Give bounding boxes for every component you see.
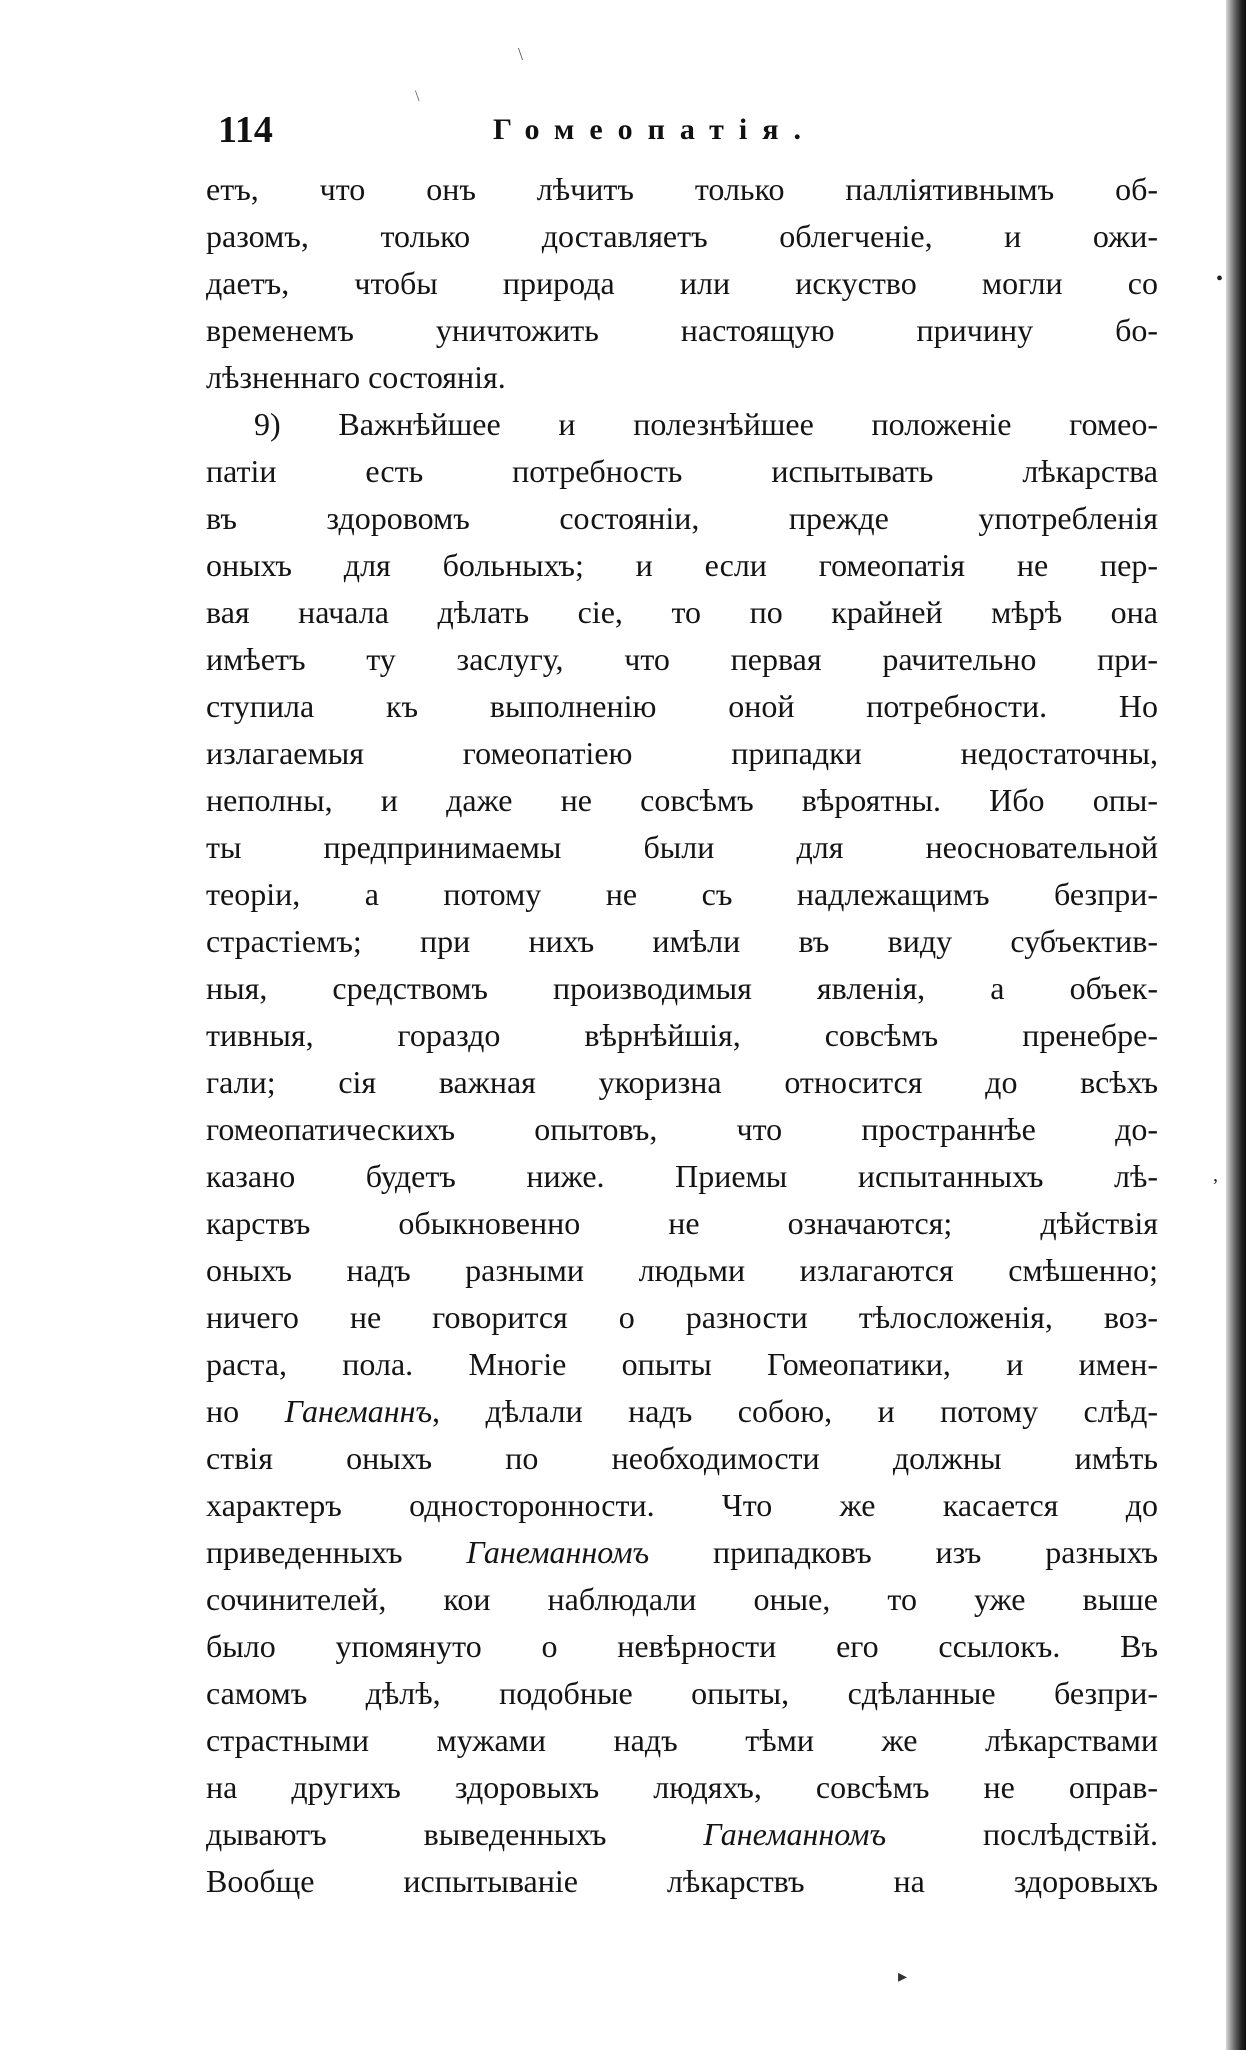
text-line: лѣзненнаго состоянія. [206,359,506,395]
text-line: было упомянуто о невѣрности его ссылокъ. Въ [206,1628,1158,1664]
page-number: 114 [218,109,273,151]
text-line: страстными мужами надъ тѣми же лѣкарствами [206,1722,1158,1758]
text-line: ничего не говорится о разности тѣлосложенія, воз- [206,1299,1158,1335]
text-line: ствія оныхъ по необходимости должны имѣть [206,1440,1158,1476]
person-name: Ганеманнъ [284,1393,433,1429]
text-line: на другихъ здоровыхъ людяхъ, совсѣмъ не оправ- [206,1769,1158,1805]
text-line: оныхъ надъ разными людьми излагаются смѣшенно; [206,1252,1158,1288]
text-fragment: послѣдствій. [886,1816,1158,1852]
text-line: карствъ обыкновенно не означаются; дѣйствія [206,1205,1158,1241]
text-fragment: приведенныхъ [206,1534,467,1570]
ink-speck: \ [415,88,420,105]
text-line [206,1811,1158,1858]
text-fragment: , дѣлали надъ собою, и потому слѣд- [432,1393,1158,1429]
text-fragment: припадковъ изъ разныхъ [649,1534,1158,1570]
text-line: теоріи, а потому не съ надлежащимъ безпри- [206,876,1158,912]
text-line: гомеопатическихъ опытовъ, что пространнѣе до- [206,1111,1158,1147]
text-line: раста, пола. Многіе опыты Гомеопатики, и имен- [206,1346,1158,1382]
text-line: даетъ, чтобы природа или искуство могли со [206,265,1158,301]
person-name: Ганеманномъ [466,1534,650,1570]
ink-speck: • [1216,268,1224,290]
text-line: тивныя, гораздо вѣрнѣйшія, совсѣмъ пренебре- [206,1017,1158,1053]
text-line: характеръ односторонности. Что же касается до [206,1487,1158,1523]
person-name: Ганеманномъ [703,1816,887,1852]
text-line: гали; сія важная укоризна относится до всѣхъ [206,1064,1158,1100]
body-text [206,166,1158,1905]
running-title: Гомеопатія. [493,113,816,146]
page-edge-shadow [1226,0,1246,2050]
text-line: патіи есть потребность испытывать лѣкарства [206,453,1158,489]
text-line [206,1529,1158,1576]
text-line: вая начала дѣлать сіе, то по крайней мѣрѣ она [206,594,1158,630]
text-line: сочинителей, кои наблюдали оные, то уже выше [206,1581,1158,1617]
text-line: оныхъ для больныхъ; и если гомеопатія не пер- [206,547,1158,583]
text-line: ступила къ выполненію оной потребности. Но [206,688,1158,724]
text-line: самомъ дѣлѣ, подобные опыты, сдѣланные безпри- [206,1675,1158,1711]
text-line: въ здоровомъ состояніи, прежде употребленія [206,500,1158,536]
running-header [218,104,1148,156]
text-line: разомъ, только доставляетъ облегченіе, и ожи- [206,218,1158,254]
text-line: казано будетъ ниже. Приемы испытанныхъ лѣ- [206,1158,1158,1194]
text-line: страстіемъ; при нихъ имѣли въ виду субъектив- [206,923,1158,959]
text-line: 9) Важнѣйшее и полезнѣйшее положеніе гомео- [254,406,1158,442]
text-line: етъ, что онъ лѣчитъ только палліятивнымъ об- [206,171,1158,207]
ink-speck: \ [518,44,524,64]
ink-speck: ▸ [898,1966,908,1986]
text-line: неполны, и даже не совсѣмъ вѣроятны. Ибо опы- [206,782,1158,818]
text-line: временемъ уничтожить настоящую причину бо- [206,312,1158,348]
text-line: Вообще испытываніе лѣкарствъ на здоровыхъ [206,1863,1158,1899]
text-line [206,1388,1158,1435]
ink-speck: , [1213,1164,1218,1186]
text-fragment: но [206,1393,285,1429]
text-fragment: дываютъ выведенныхъ [206,1816,704,1852]
text-line: имѣетъ ту заслугу, что первая рачительно при- [206,641,1158,677]
text-line: ты предпринимаемы были для неосновательной [206,829,1158,865]
text-line: излагаемыя гомеопатіею припадки недостаточны, [206,735,1158,771]
text-line: ныя, средствомъ производимыя явленія, а объек- [206,970,1158,1006]
